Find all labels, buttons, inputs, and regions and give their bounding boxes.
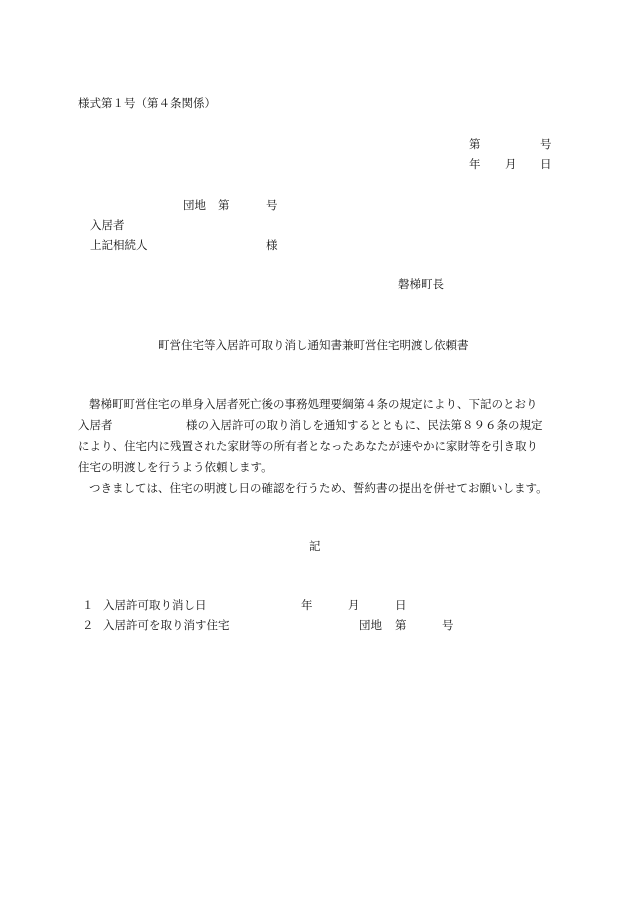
- addressee-danchi: 団地: [183, 198, 206, 212]
- body-line-1: 磐梯町町営住宅の単身入居者死亡後の事務処理要綱第４条の規定により、下記のとおり: [89, 397, 538, 411]
- date-month: 月: [505, 157, 517, 171]
- doc-number-prefix: 第: [469, 137, 481, 151]
- sender: 磐梯町長: [398, 277, 444, 291]
- body-line-5: つきましては、住宅の明渡し日の確認を行うため、誓約書の提出を併せてお願いします。: [89, 481, 548, 495]
- heir-label: 上記相続人: [90, 238, 148, 252]
- date-year: 年: [469, 157, 481, 171]
- item-1-number: １: [82, 598, 94, 612]
- form-number: 様式第１号（第４条関係）: [78, 96, 216, 110]
- item-1-label: 入居許可取り消し日: [103, 598, 207, 612]
- document-title: 町営住宅等入居許可取り消し通知書兼町営住宅明渡し依頼書: [158, 338, 469, 352]
- body-line-3: により、住宅内に残置された家財等の所有者となったあなたが速やかに家財等を引き取り: [78, 439, 538, 453]
- item-2-danchi: 団地: [359, 618, 382, 632]
- body-line-2-start: 入居者: [78, 418, 113, 432]
- addressee-dai: 第: [218, 198, 230, 212]
- item-1-day: 日: [395, 598, 407, 612]
- item-2-dai: 第: [395, 618, 407, 632]
- item-1-year: 年: [301, 598, 313, 612]
- date-day: 日: [540, 157, 552, 171]
- item-2-go: 号: [442, 618, 454, 632]
- body-line-2-rest: 様の入居許可の取り消しを通知するとともに、民法第８９６条の規定: [186, 418, 543, 432]
- item-2-number: ２: [82, 618, 94, 632]
- item-1-month: 月: [348, 598, 360, 612]
- resident-label: 入居者: [90, 218, 125, 232]
- item-2-label: 入居許可を取り消す住宅: [103, 618, 230, 632]
- addressee-go: 号: [266, 198, 278, 212]
- doc-number-suffix: 号: [540, 137, 552, 151]
- ki-heading: 記: [309, 539, 321, 553]
- addressee-sama: 様: [266, 238, 278, 252]
- body-line-4: 住宅の明渡しを行うよう依頼します。: [78, 460, 273, 474]
